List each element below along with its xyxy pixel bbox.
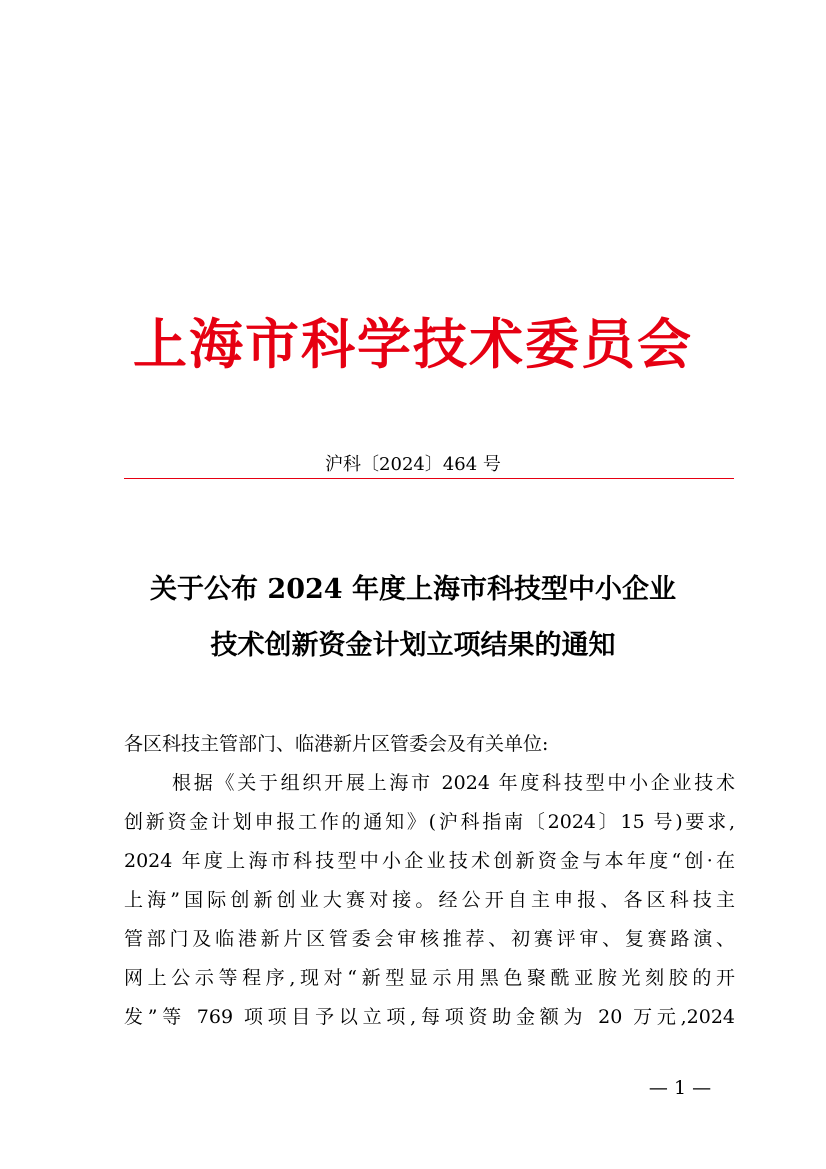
issuer-masthead: 上海市科学技术委员会 bbox=[133, 312, 693, 376]
document-title-line-1: 关于公布 2024 年度上海市科技型中小企业 bbox=[150, 574, 676, 605]
document-number: 沪科〔2024〕464 号 bbox=[325, 454, 501, 475]
body-text-line: 发”等 769 项项目予以立项,每项资助金额为 20 万元,2024 bbox=[124, 1006, 735, 1028]
salutation: 各区科技主管部门、临港新片区管委会及有关单位: bbox=[124, 733, 549, 755]
body-text-line: 管部门及临港新片区管委会审核推荐、初赛评审、复赛路演、 bbox=[124, 928, 735, 950]
body-text-line: 创新资金计划申报工作的通知》(沪科指南〔2024〕15 号)要求, bbox=[124, 811, 735, 833]
red-separator-line bbox=[124, 478, 734, 479]
document-title-line-2: 技术创新资金计划立项结果的通知 bbox=[210, 630, 616, 661]
body-text-line: 2024 年度上海市科技型中小企业技术创新资金与本年度“创·在 bbox=[124, 850, 735, 872]
body-text-line: 根据《关于组织开展上海市 2024 年度科技型中小企业技术 bbox=[172, 772, 735, 794]
page-number: — 1 — bbox=[648, 1077, 712, 1099]
body-text-line: 网上公示等程序,现对“新型显示用黑色聚酰亚胺光刻胶的开 bbox=[124, 967, 735, 989]
body-text-line: 上海”国际创新创业大赛对接。经公开自主申报、各区科技主 bbox=[124, 889, 735, 911]
